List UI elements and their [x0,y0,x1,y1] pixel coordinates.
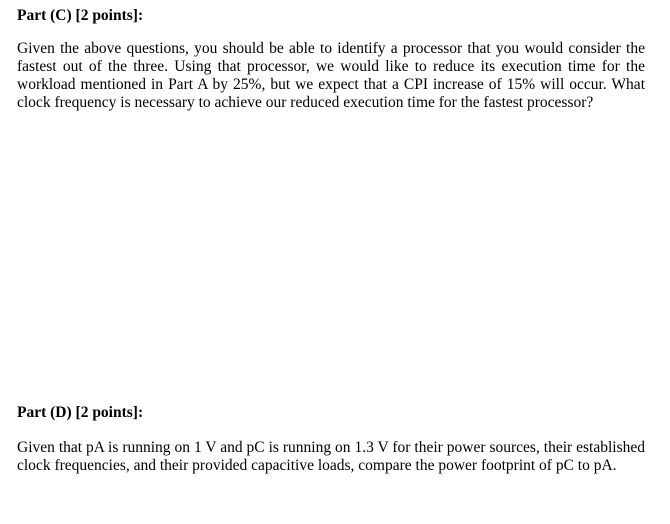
part-d-heading: Part (D) [2 points]: [17,404,144,421]
answer-space [17,130,645,390]
part-d-question: Given that pA is running on 1 V and pC is running on 1.3 V for their power sources, their established clock frequencies, and their provided capacitive loads, compare the power footprint of pC to pA. [17,439,645,474]
part-c-heading: Part (C) [2 points]: [17,7,144,24]
part-c-question: Given the above questions, you should be able to identify a processor that you would consider the fastest out of the three. Using that processor, we would like to reduce its execution time for the workload mentioned in Part A by 25%, but we expect that a CPI increase of 15% will occur. What clock frequency is necessary to achieve our reduced execution time for the fastest processor? [17,40,645,111]
